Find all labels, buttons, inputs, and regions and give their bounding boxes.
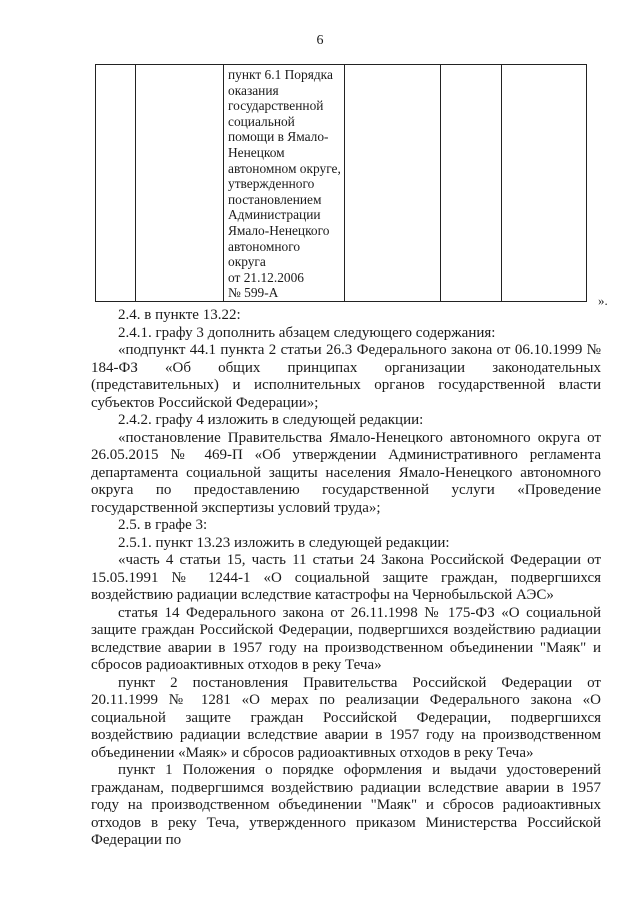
closing-quote-mark: ». bbox=[598, 293, 608, 308]
table-cell bbox=[136, 65, 224, 302]
table-cell bbox=[345, 65, 441, 302]
paragraph-regulation-point-1: пункт 1 Положения о порядке оформления и выдачи удостоверений гражданам, подвергшимся воздействию радиации вследствие аварии в 1957 году на производственном объединении "Маяк" и сбросов радиоактивных отходов в реку Теча, утвержденного приказом Министерства Российской Федерации по bbox=[91, 762, 601, 848]
paragraph-resolution-469-p: «постановление Правительства Ямало-Ненецкого автономного округа от 26.05.2015 № 469-П «Об утверждении Административного регламента департамента социальной защиты населения Ямало-Ненецкого автономного округа по предоставлению государственной услуги «Проведение государственной экспертизы условий труда»; bbox=[91, 429, 601, 516]
table-cell bbox=[96, 65, 136, 302]
paragraph-2-4: 2.4. в пункте 13.22: bbox=[118, 307, 241, 323]
table-cell bbox=[441, 65, 502, 302]
paragraph-2-5-1: 2.5.1. пункт 13.23 изложить в следующей редакции: bbox=[118, 534, 450, 551]
page-number: 6 bbox=[316, 33, 324, 48]
paragraph-law-175-fz: статья 14 Федерального закона от 26.11.1998 № 175-ФЗ «О социальной защите граждан Российской Федерации, подвергшихся воздействию радиации вследствие аварии в 1957 году на производственном объединении "Маяк" и сбросов радиоактивных отходов в реку Теча» bbox=[91, 604, 601, 673]
paragraph-2-4-2: 2.4.2. графу 4 изложить в следующей редакции: bbox=[118, 412, 424, 428]
paragraph-subpoint-44-1: «подпункт 44.1 пункта 2 статьи 26.3 Федерального закона от 06.10.1999 № 184-ФЗ «Об общих принципах организации законодательных (представительных) и исполнительных органов государственной власти субъектов Российской Федерации»; bbox=[91, 342, 601, 411]
table-row bbox=[96, 65, 587, 302]
table-fragment bbox=[95, 64, 587, 302]
paragraph-resolution-1281: пункт 2 постановления Правительства Российской Федерации от 20.11.1999 № 1281 «О мерах по реализации Федерального закона «О социальной защите граждан Российской Федерации, подвергшихся воздействию радиации вследствие аварии в 1957 году на производственном объединении «Маяк» и сбросов радиоактивных отходов в реку Теча» bbox=[91, 674, 601, 761]
paragraph-law-1244-1: «часть 4 статьи 15, часть 11 статьи 24 Закона Российской Федерации от 15.05.1991 № 1244-1 «О социальной защите граждан, подвергшихся воздействию радиации вследствие катастрофы на Чернобыльской АЭС» bbox=[91, 552, 601, 603]
document-body bbox=[91, 307, 601, 850]
table-cell bbox=[502, 65, 587, 302]
legal-basis-text: пункт 6.1 Порядка оказания государственной социальной помощи в Ямало- Ненецком автономном округе, утвержденного постановлением Администрации Ямало-Ненецкого автономного округа от 21.12.2006 № 599-А bbox=[228, 67, 341, 301]
paragraph-2-4-1: 2.4.1. графу 3 дополнить абзацем следующего содержания: bbox=[118, 324, 496, 341]
table-cell-legal-basis bbox=[224, 65, 345, 302]
paragraph-2-5: 2.5. в графе 3: bbox=[118, 517, 208, 533]
